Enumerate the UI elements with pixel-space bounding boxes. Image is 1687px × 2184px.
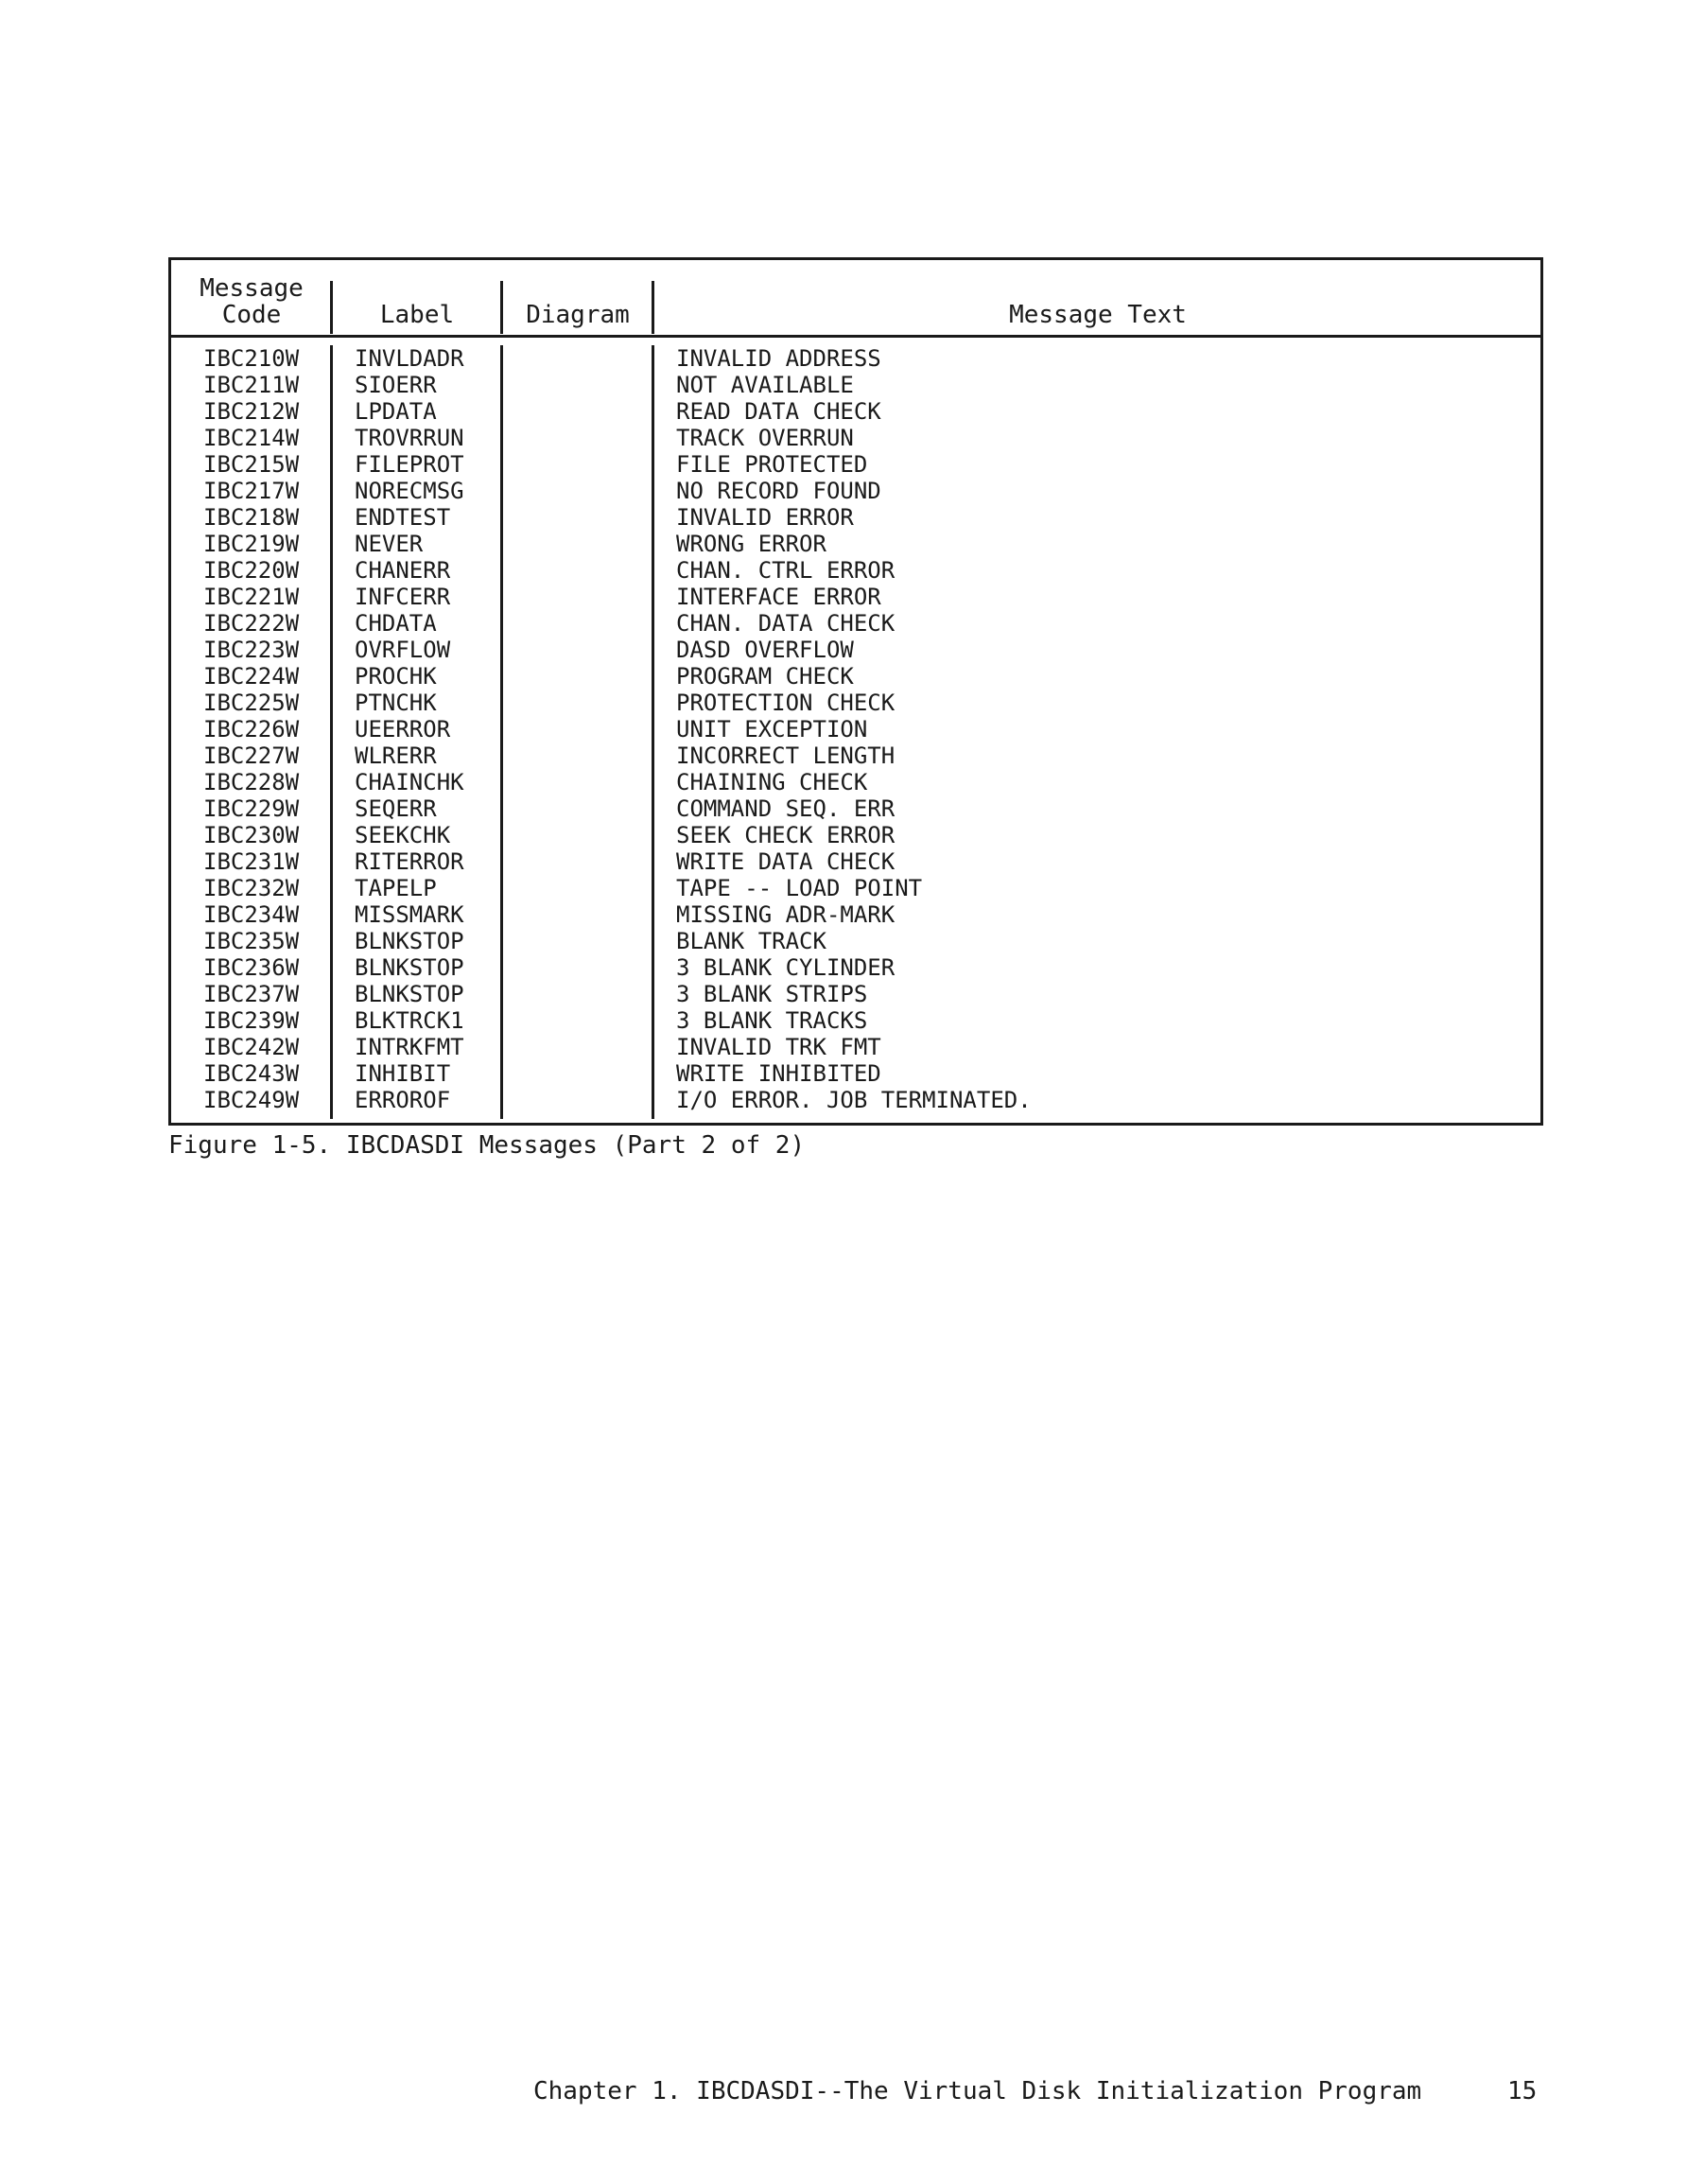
table-row	[171, 743, 1540, 769]
table-row	[171, 690, 1540, 716]
table-row	[171, 610, 1540, 637]
message-code-cell: IBC221W	[203, 584, 300, 610]
header-message-code-line1: Message	[200, 274, 304, 303]
table-row	[171, 769, 1540, 795]
label-cell: UEERROR	[355, 716, 451, 743]
label-cell: INVLDADR	[355, 345, 464, 372]
footer-chapter-title: Chapter 1. IBCDASDI--The Virtual Disk Initialization Program	[533, 2077, 1422, 2105]
table-row	[171, 425, 1540, 451]
message-text-cell: MISSING ADR-MARK	[676, 901, 896, 928]
message-text-cell: DASD OVERFLOW	[676, 637, 854, 663]
label-cell: BLNKSTOP	[355, 954, 464, 981]
message-code-cell: IBC229W	[203, 795, 300, 822]
message-text-cell: PROGRAM CHECK	[676, 663, 854, 690]
label-cell: OVRFLOW	[355, 637, 451, 663]
table-body	[171, 345, 1540, 1113]
figure-caption: Figure 1-5. IBCDASDI Messages (Part 2 of 2)	[168, 1131, 806, 1160]
message-text-cell: TRACK OVERRUN	[676, 425, 854, 451]
header-message-code	[171, 275, 332, 328]
label-cell: CHANERR	[355, 557, 451, 584]
message-code-cell: IBC249W	[203, 1087, 300, 1113]
message-text-cell: 3 BLANK TRACKS	[676, 1007, 868, 1034]
label-cell: SIOERR	[355, 372, 437, 398]
message-code-cell: IBC236W	[203, 954, 300, 981]
table-row	[171, 848, 1540, 875]
label-cell: ERROROF	[355, 1087, 451, 1113]
label-cell: INTRKFMT	[355, 1034, 464, 1060]
table-row	[171, 716, 1540, 743]
table-row	[171, 954, 1540, 981]
messages-table	[168, 257, 1543, 1126]
table-row	[171, 504, 1540, 531]
message-text-cell: WRITE INHIBITED	[676, 1060, 881, 1087]
table-row	[171, 1034, 1540, 1060]
table-row	[171, 398, 1540, 425]
label-cell: RITERROR	[355, 848, 464, 875]
message-text-cell: INVALID TRK FMT	[676, 1034, 881, 1060]
message-code-cell: IBC243W	[203, 1060, 300, 1087]
label-cell: ENDTEST	[355, 504, 451, 531]
table-row	[171, 478, 1540, 504]
table-row	[171, 345, 1540, 372]
message-text-cell: UNIT EXCEPTION	[676, 716, 868, 743]
column-divider	[330, 281, 333, 334]
page-number: 15	[1507, 2077, 1538, 2105]
message-code-cell: IBC225W	[203, 690, 300, 716]
message-text-cell: WRITE DATA CHECK	[676, 848, 896, 875]
message-code-cell: IBC218W	[203, 504, 300, 531]
label-cell: BLKTRCK1	[355, 1007, 464, 1034]
label-cell: NORECMSG	[355, 478, 464, 504]
message-text-cell: WRONG ERROR	[676, 531, 826, 557]
label-cell: SEQERR	[355, 795, 437, 822]
message-code-cell: IBC210W	[203, 345, 300, 372]
message-code-cell: IBC239W	[203, 1007, 300, 1034]
label-cell: CHAINCHK	[355, 769, 464, 795]
table-row	[171, 795, 1540, 822]
message-code-cell: IBC224W	[203, 663, 300, 690]
table-row	[171, 584, 1540, 610]
message-text-cell: I/O ERROR. JOB TERMINATED.	[676, 1087, 1032, 1113]
message-code-cell: IBC217W	[203, 478, 300, 504]
header-diagram: Diagram	[526, 301, 630, 329]
table-row	[171, 1087, 1540, 1113]
table-row	[171, 531, 1540, 557]
message-code-cell: IBC220W	[203, 557, 300, 584]
label-cell: NEVER	[355, 531, 424, 557]
message-text-cell: INTERFACE ERROR	[676, 584, 881, 610]
message-text-cell: NO RECORD FOUND	[676, 478, 881, 504]
message-code-cell: IBC214W	[203, 425, 300, 451]
message-code-cell: IBC223W	[203, 637, 300, 663]
label-cell: TROVRRUN	[355, 425, 464, 451]
message-code-cell: IBC232W	[203, 875, 300, 901]
label-cell: LPDATA	[355, 398, 437, 425]
header-message-text: Message Text	[1009, 301, 1187, 329]
label-cell: PTNCHK	[355, 690, 437, 716]
message-text-cell: CHAN. DATA CHECK	[676, 610, 896, 637]
message-code-cell: IBC226W	[203, 716, 300, 743]
message-text-cell: TAPE -- LOAD POINT	[676, 875, 923, 901]
table-row	[171, 822, 1540, 848]
header-label: Label	[379, 301, 455, 329]
message-text-cell: BLANK TRACK	[676, 928, 826, 954]
table-row	[171, 1007, 1540, 1034]
label-cell: PROCHK	[355, 663, 437, 690]
message-text-cell: INVALID ERROR	[676, 504, 854, 531]
message-code-cell: IBC215W	[203, 451, 300, 478]
message-code-cell: IBC235W	[203, 928, 300, 954]
message-text-cell: CHAN. CTRL ERROR	[676, 557, 896, 584]
message-text-cell: NOT AVAILABLE	[676, 372, 854, 398]
table-row	[171, 557, 1540, 584]
message-code-cell: IBC237W	[203, 981, 300, 1007]
label-cell: TAPELP	[355, 875, 437, 901]
label-cell: MISSMARK	[355, 901, 464, 928]
table-row	[171, 1060, 1540, 1087]
table-row	[171, 451, 1540, 478]
message-text-cell: SEEK CHECK ERROR	[676, 822, 896, 848]
table-row	[171, 875, 1540, 901]
message-text-cell: FILE PROTECTED	[676, 451, 868, 478]
column-divider	[652, 281, 654, 334]
table-row	[171, 928, 1540, 954]
label-cell: CHDATA	[355, 610, 437, 637]
message-code-cell: IBC212W	[203, 398, 300, 425]
table-row	[171, 372, 1540, 398]
header-message-code-line2: Code	[221, 301, 282, 329]
message-text-cell: 3 BLANK CYLINDER	[676, 954, 896, 981]
label-cell: BLNKSTOP	[355, 981, 464, 1007]
message-code-cell: IBC219W	[203, 531, 300, 557]
label-cell: SEEKCHK	[355, 822, 451, 848]
table-row	[171, 637, 1540, 663]
message-code-cell: IBC231W	[203, 848, 300, 875]
column-divider	[500, 281, 503, 334]
message-code-cell: IBC227W	[203, 743, 300, 769]
message-code-cell: IBC228W	[203, 769, 300, 795]
message-code-cell: IBC242W	[203, 1034, 300, 1060]
label-cell: INFCERR	[355, 584, 451, 610]
message-text-cell: CHAINING CHECK	[676, 769, 868, 795]
message-code-cell: IBC222W	[203, 610, 300, 637]
message-text-cell: PROTECTION CHECK	[676, 690, 896, 716]
message-code-cell: IBC211W	[203, 372, 300, 398]
table-header	[171, 260, 1540, 338]
message-text-cell: READ DATA CHECK	[676, 398, 881, 425]
message-text-cell: INVALID ADDRESS	[676, 345, 881, 372]
label-cell: INHIBIT	[355, 1060, 451, 1087]
message-code-cell: IBC230W	[203, 822, 300, 848]
message-text-cell: INCORRECT LENGTH	[676, 743, 896, 769]
label-cell: FILEPROT	[355, 451, 464, 478]
message-text-cell: COMMAND SEQ. ERR	[676, 795, 896, 822]
table-row	[171, 901, 1540, 928]
table-row	[171, 981, 1540, 1007]
table-row	[171, 663, 1540, 690]
message-code-cell: IBC234W	[203, 901, 300, 928]
label-cell: BLNKSTOP	[355, 928, 464, 954]
message-text-cell: 3 BLANK STRIPS	[676, 981, 868, 1007]
label-cell: WLRERR	[355, 743, 437, 769]
